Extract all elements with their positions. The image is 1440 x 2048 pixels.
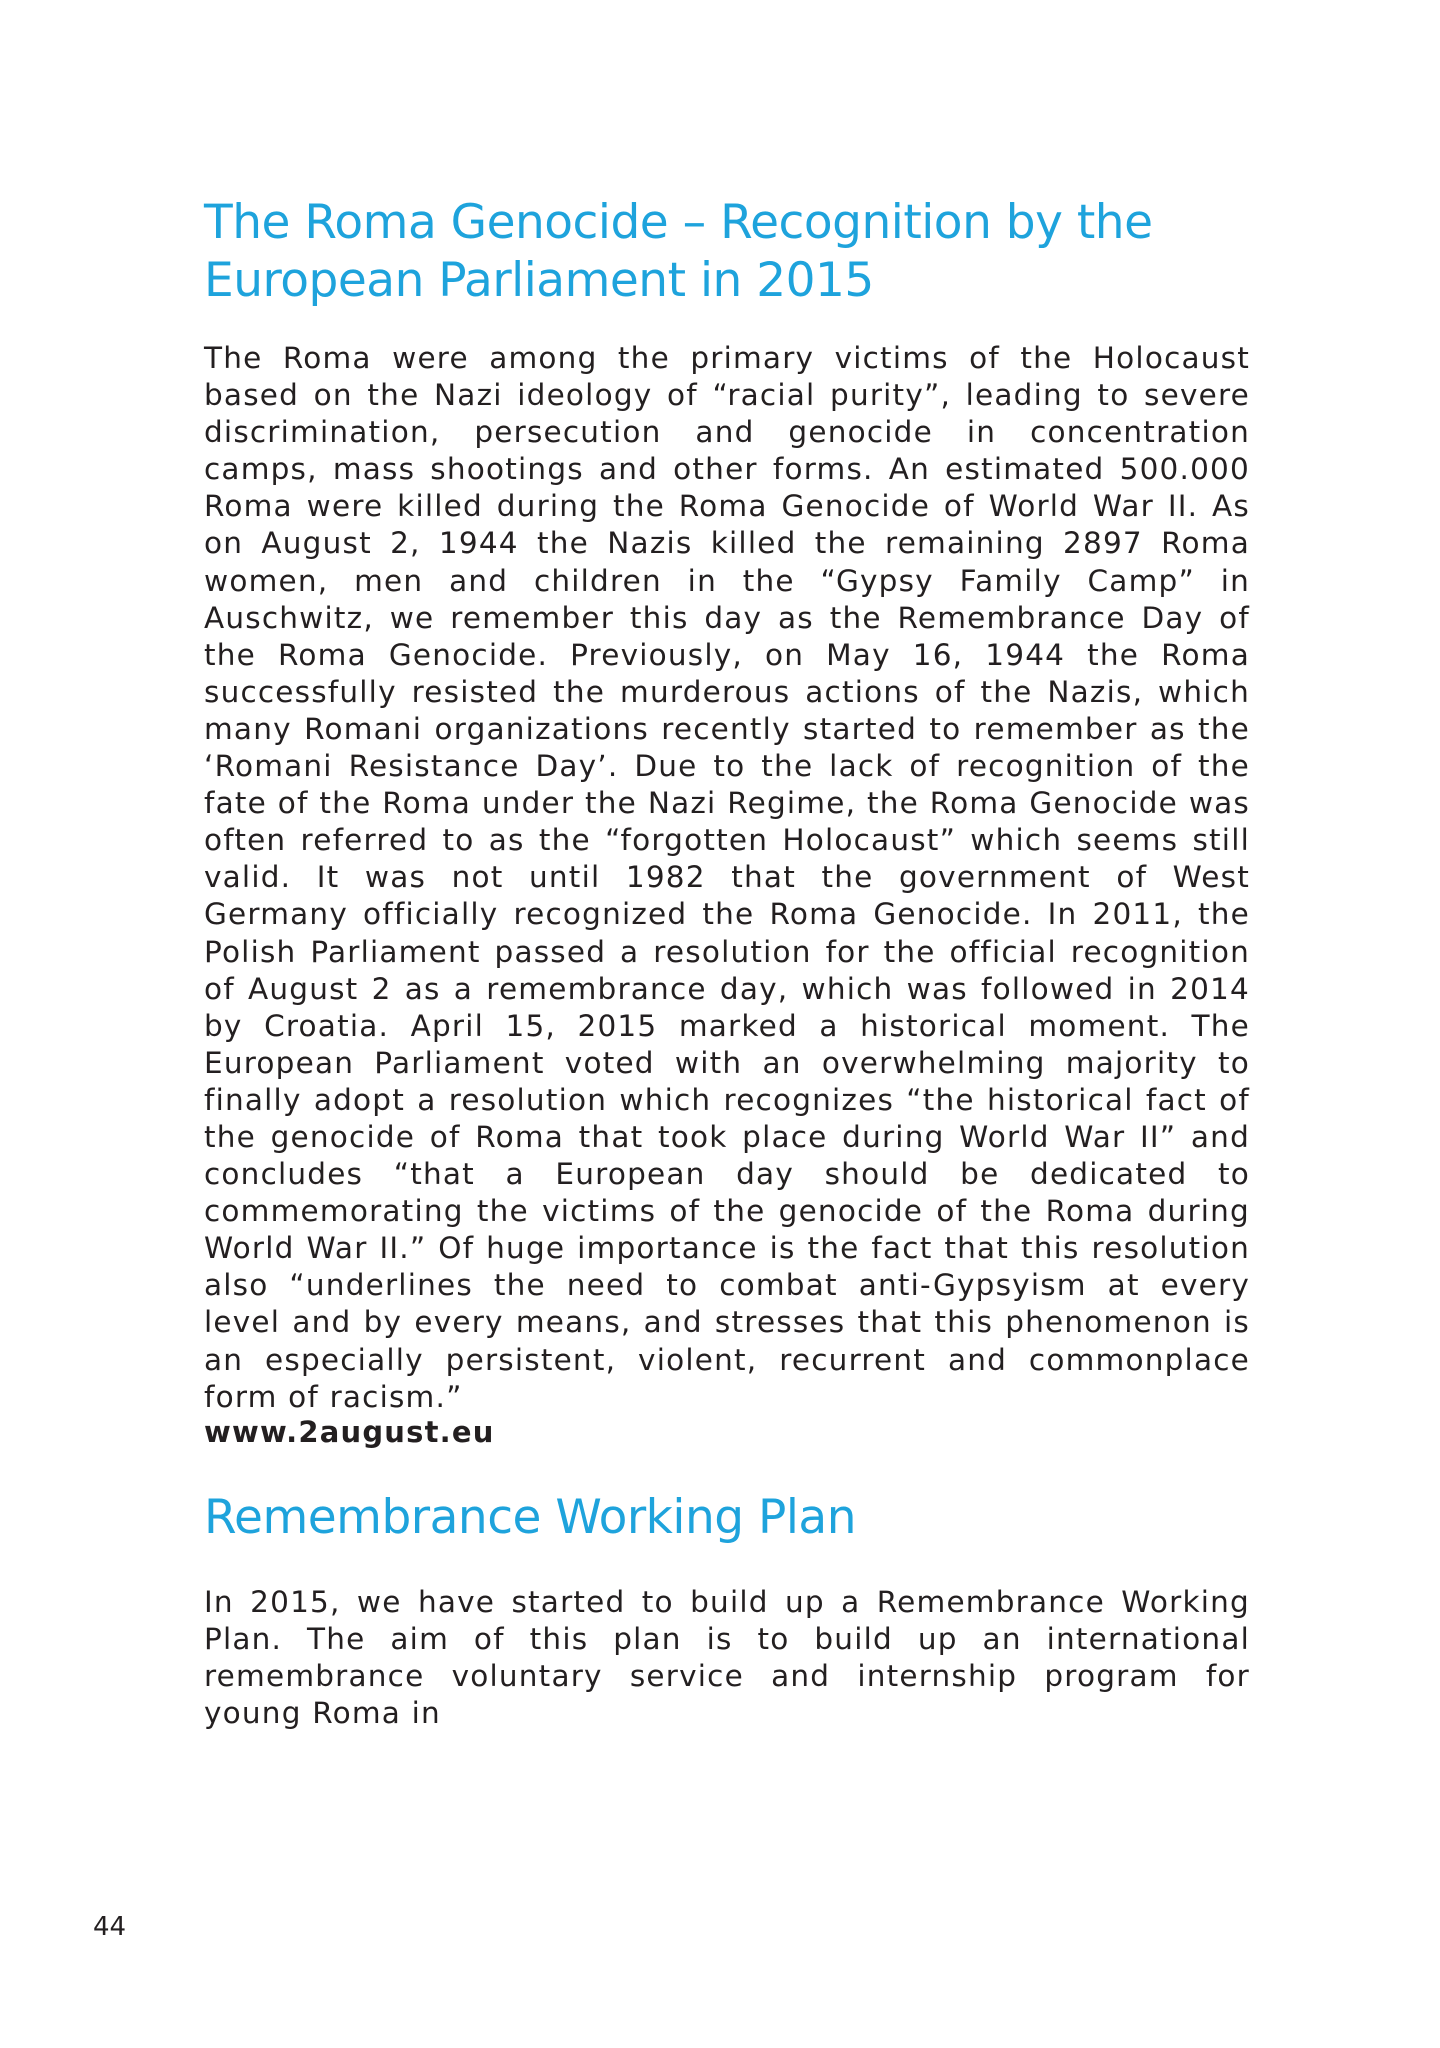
heading-line-1: The Roma Genocide – Recognition by the — [204, 195, 1153, 250]
body-paragraph-working-plan: In 2015, we have started to build up a Remembrance Working Plan. The aim of this plan is to build up an international remembrance voluntary service and internship program for young Roma in — [204, 1585, 1250, 1731]
website-link[interactable]: www.2august.eu — [204, 1415, 495, 1449]
heading-line-2: European Parliament in 2015 — [204, 253, 874, 308]
section-heading-roma-genocide — [204, 194, 1264, 310]
body-paragraph-roma-genocide: The Roma were among the primary victims of the Holocaust based on the Nazi ideology of “racial purity”, leading to severe discrimination, persecution and genocide in concentration camps, mass shootings and other forms. An estimated 500.000 Roma were killed during the Roma Genocide of World War II. As on August 2, 1944 the Nazis killed the remaining 2897 Roma women, men and children in the “Gypsy Family Camp” in Auschwitz, we remember this day as the Remembrance Day of the Roma Genocide. Previously, on May 16, 1944 the Roma successfully resisted the murderous actions of the Nazis, which many Romani organizations recently started to remember as the ‘Romani Resistance Day’. Due to the lack of recognition of the fate of the Roma under the Nazi Regime, the Roma Genocide was often referred to as the “forgotten Holocaust” which seems still valid. It was not until 1982 that the government of West Germany officially recognized the Roma Genocide. In 2011, the Polish Parliament passed a resolution for the official recognition of August 2 as a remembrance day, which was followed in 2014 by Croatia. April 15, 2015 marked a historical moment. The European Parliament voted with an overwhelming majority to finally adopt a resolution which recognizes “the historical fact of the genocide of Roma that took place during World War II” and concludes “that a European day should be dedicated to commemorating the victims of the genocide of the Roma during World War II.” Of huge importance is the fact that this resolution also “underlines the need to combat anti-Gypsyism at every level and by every means, and stresses that this phenomenon is an especially persistent, violent, recurrent and commonplace form of racism.” — [204, 341, 1250, 1414]
page-number: 44 — [93, 1912, 127, 1942]
section-heading-working-plan: Remembrance Working Plan — [204, 1490, 857, 1545]
